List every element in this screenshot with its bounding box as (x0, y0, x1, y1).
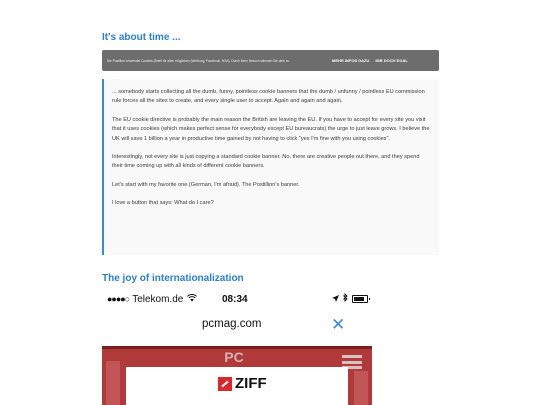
cookie-modal (126, 367, 348, 405)
url-bar (102, 315, 372, 337)
bluetooth-icon (343, 293, 348, 305)
more-info-button: MEHR INFOS DAZU (332, 58, 370, 63)
site-logo: PC (224, 349, 244, 365)
article-paragraph: Interestingly, not every site is just copying a standard cookie banner. No, there are creative people out there, and they spend their time coming up with all kinds of different cookie banners. (112, 154, 420, 170)
carrier-name: Telekom.de (132, 293, 184, 305)
location-arrow-icon (332, 294, 339, 305)
site-decoration (354, 371, 368, 405)
url-text: pcmag.com (202, 318, 262, 330)
signal-dots-icon: ●●●●○ (107, 294, 130, 304)
status-bar (102, 290, 372, 308)
section-title: It's about time ... (102, 32, 181, 43)
ziff-logo (218, 375, 267, 392)
wifi-icon (187, 294, 197, 305)
phone-screenshot (102, 290, 372, 405)
ziff-brand-text: ZIFF (235, 375, 267, 392)
cookie-banner-text: Die Postillon verwendet Cookies (Briefl für allen möglichen (Werbung, Facebook, NSA). Durch Ihren Besuch stimmen Sie dem zu. (107, 58, 291, 63)
site-decoration (106, 361, 120, 405)
cookie-banner-screenshot (102, 50, 439, 71)
dismiss-button: MIR DOCH EGAL (375, 58, 408, 63)
status-icons (332, 293, 368, 305)
article-blockquote (102, 79, 439, 255)
website-view (102, 346, 372, 405)
article-paragraph: The EU cookie directive is probably the main reason the British are leaving the EU. If you have to accept for every site you visit that it uses cookies (which makes perfect sense for everybody except EU bureaucrats) the urge to just leave grows. I believe the UK will save 1 billion a year in productive time gained by not having to click "yes I'm fine with you using cookies". (112, 116, 430, 142)
section-title: The joy of internationalization (102, 273, 244, 284)
article-paragraph: Let's start with my favorite one (German, I'm afraid). The Postillion's banner. (112, 181, 300, 188)
article-paragraph: I love a button that says: What do I care? (112, 200, 214, 207)
battery-icon (352, 295, 368, 303)
close-icon: ✕ (331, 315, 346, 334)
status-time: 08:34 (222, 293, 248, 305)
ziff-mark-icon (218, 377, 232, 391)
article-paragraph: ... somebody starts collecting all the dumb, funny, pointless cookie banners that the dumb / unfunny / pointless EU commission rule forces all the sites to create, and every single user to accept. Again and again and again. (112, 89, 425, 105)
carrier-group (107, 294, 197, 305)
